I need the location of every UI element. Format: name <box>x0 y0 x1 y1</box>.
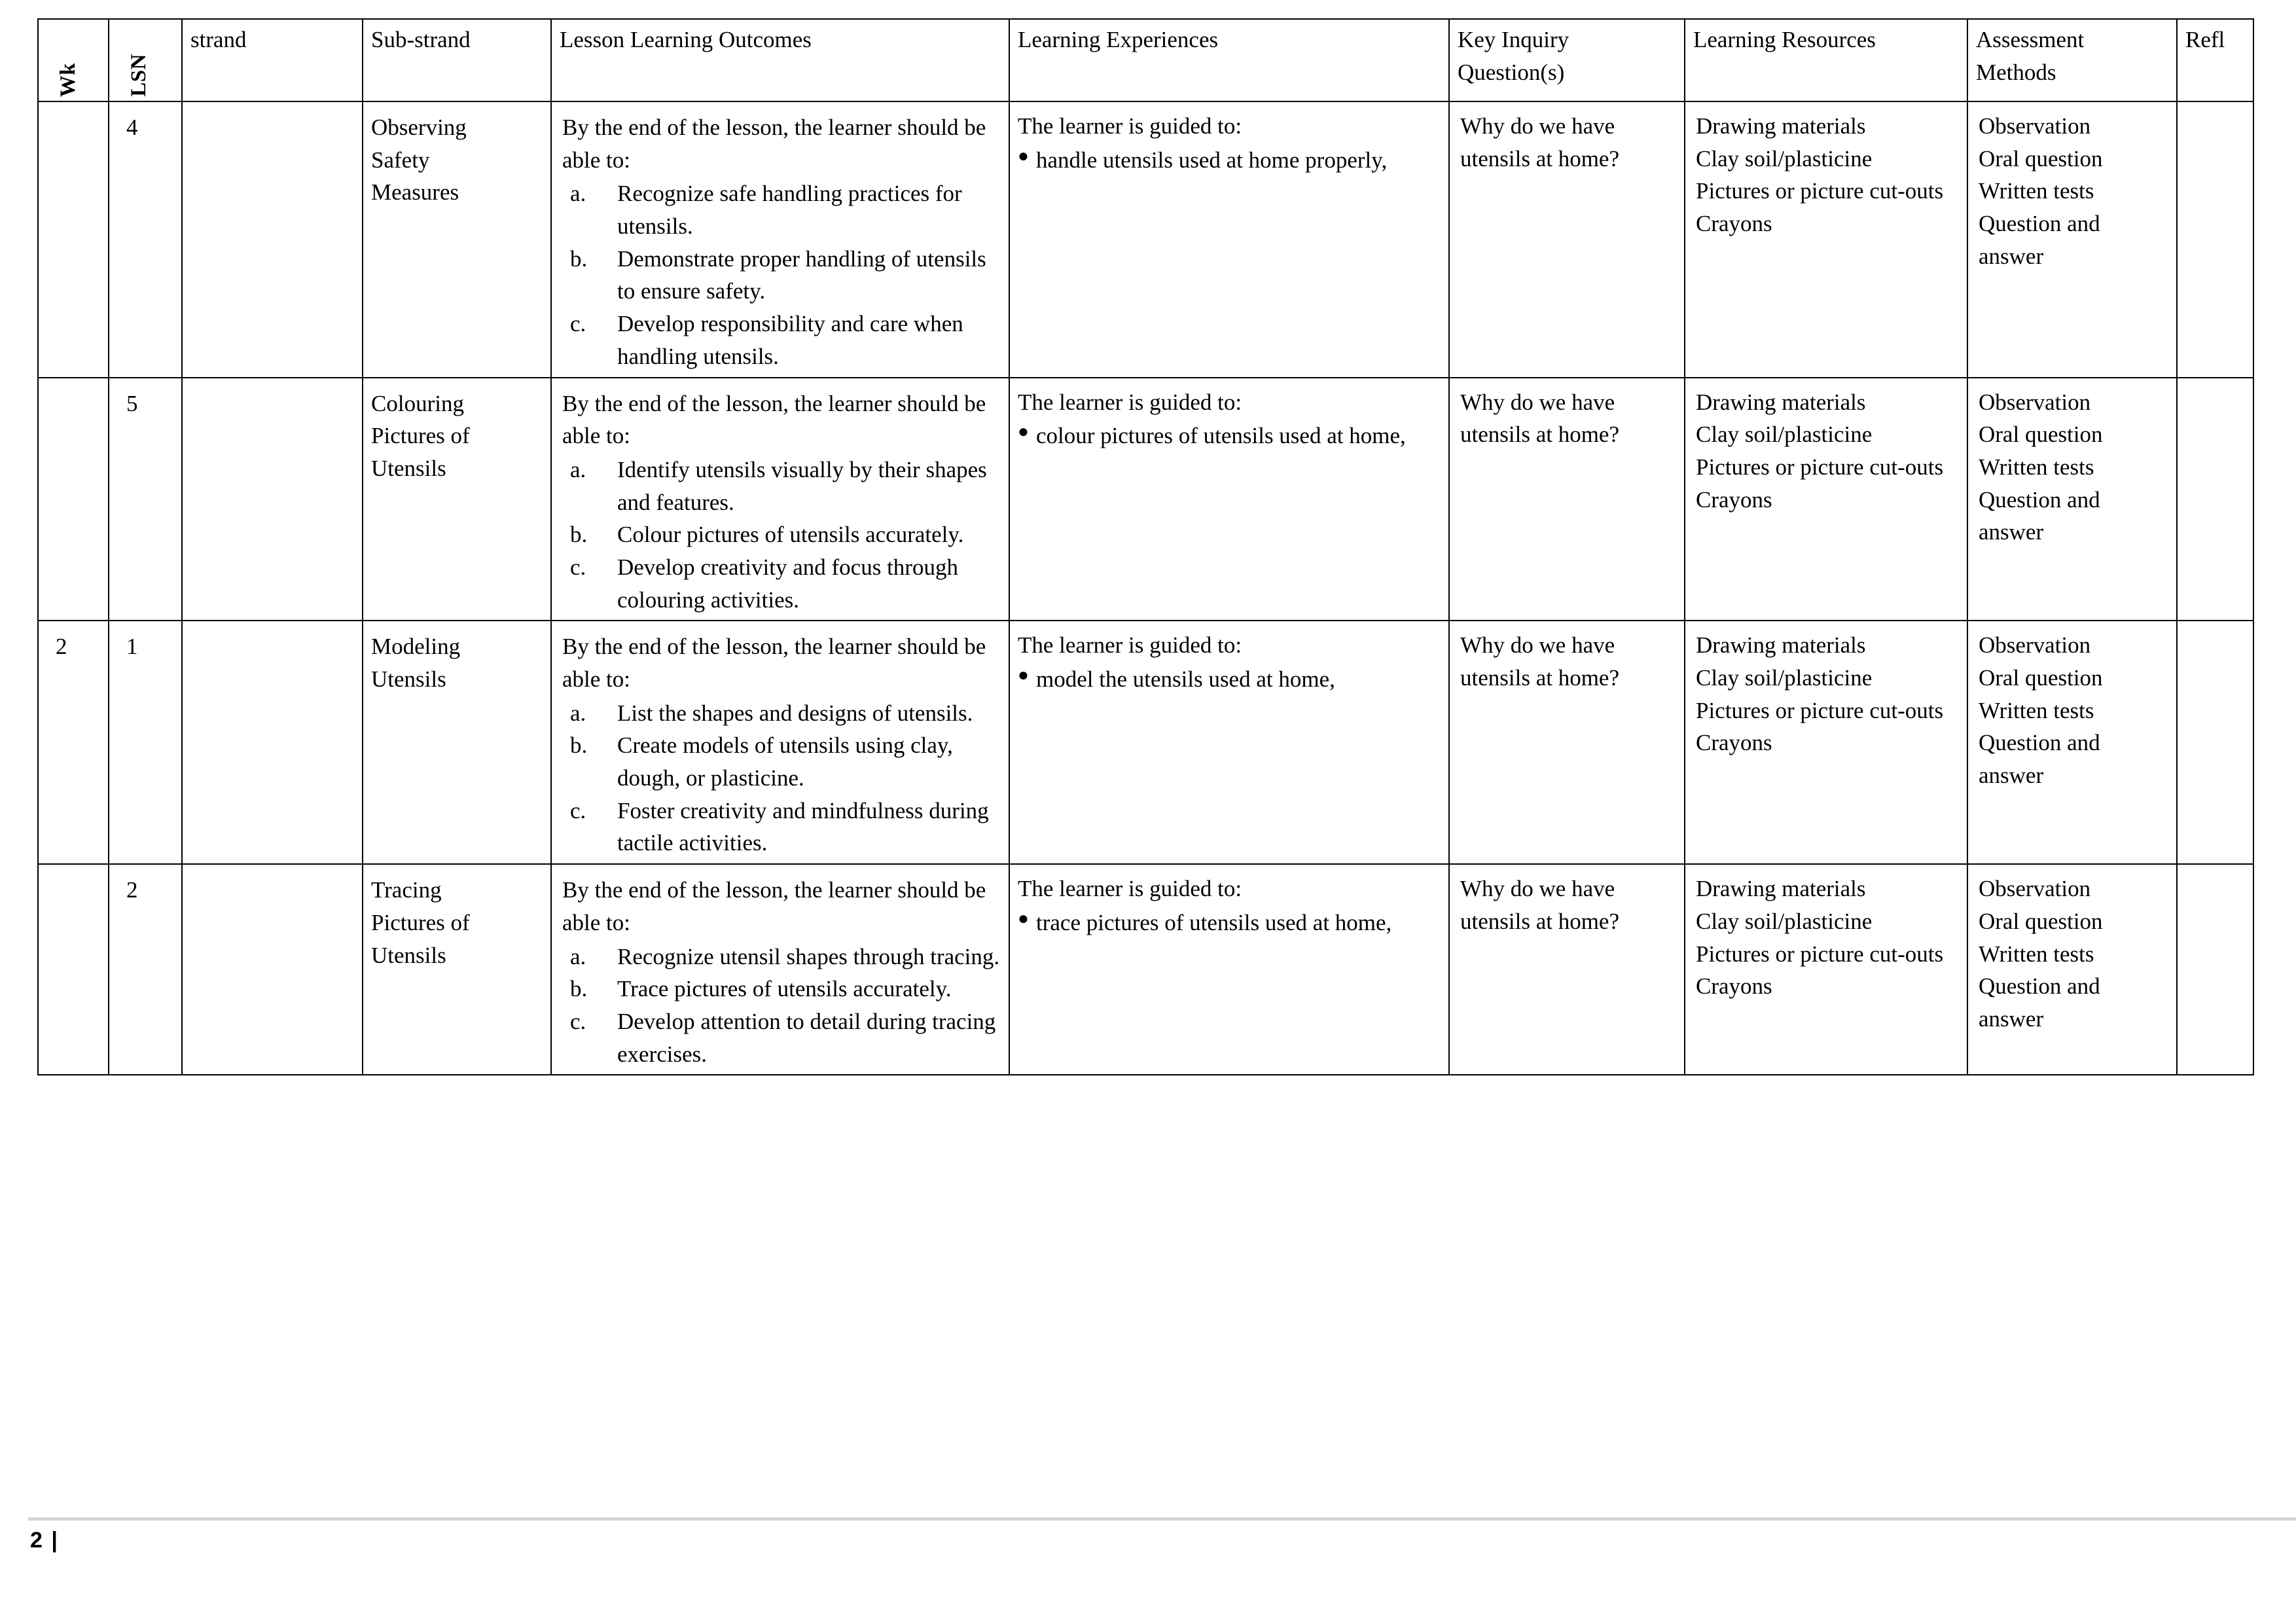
llo-item-text: Develop creativity and focus through colouring activities. <box>617 554 958 613</box>
assessment-method-line: Question and answer <box>1979 730 2100 789</box>
cell-assessment-methods <box>1967 378 2177 621</box>
llo-list-item <box>562 177 1002 242</box>
table-header <box>38 19 2253 101</box>
cell-learning-resources <box>1685 621 1967 864</box>
learning-experience-text: handle utensils used at home properly, <box>1036 147 1388 173</box>
sub-strand-line: Utensils <box>371 942 446 968</box>
learning-experience-intro-text: The learner is guided to: <box>1018 113 1242 139</box>
llo-item-text: Recognize safe handling practices for utensils. <box>617 181 962 240</box>
learning-resource-line: Clay soil/plasticine <box>1696 665 1873 691</box>
cell-reflection <box>2177 621 2253 864</box>
llo-item-text: Foster creativity and mindfulness during tactile activities. <box>617 797 989 856</box>
bullet-icon: ● <box>1018 665 1029 685</box>
cell-assessment-methods <box>1967 621 2177 864</box>
learning-resource-line: Clay soil/plasticine <box>1696 908 1873 934</box>
llo-item-marker: a. <box>570 456 586 482</box>
learning-experience-text: model the utensils used at home, <box>1036 666 1335 692</box>
column-header-key-inquiry-questions <box>1449 19 1685 101</box>
assessment-methods-header-line-2: Methods <box>1976 59 2056 85</box>
learning-resource-line: Drawing materials <box>1696 389 1866 415</box>
llo-list-item <box>562 1005 1002 1070</box>
assessment-method-line: Observation <box>1979 876 2091 902</box>
assessment-method-line: Question and answer <box>1979 486 2100 545</box>
cell-assessment-methods <box>1967 101 2177 378</box>
llo-item-text: Recognize utensil shapes through tracing. <box>617 943 1000 969</box>
sub-strand-line: Observing <box>371 115 467 140</box>
cell-key-inquiry-question: Why do we have utensils at home? <box>1449 101 1685 378</box>
column-header-wk <box>38 19 109 101</box>
learning-resource-line: Pictures or picture cut-outs <box>1696 454 1944 480</box>
llo-item-marker: b. <box>570 732 588 759</box>
llo-item-text: Colour pictures of utensils accurately. <box>617 522 964 548</box>
cell-strand <box>182 101 363 378</box>
assessment-method-line: Observation <box>1979 113 2091 139</box>
cell-sub-strand <box>363 378 551 621</box>
sub-strand-line: Pictures of <box>371 423 470 449</box>
cell-key-inquiry-question: Why do we have utensils at home? <box>1449 864 1685 1075</box>
llo-item-marker: b. <box>570 245 588 272</box>
bullet-icon: ● <box>1018 145 1029 166</box>
llo-list-item <box>562 308 1002 372</box>
table-row <box>38 101 2253 378</box>
cell-week <box>38 101 109 378</box>
table-row <box>38 621 2253 864</box>
key-inquiry-header-line-2: Question(s) <box>1458 59 1565 85</box>
llo-item-marker: c. <box>570 311 586 337</box>
bullet-icon: ● <box>1018 422 1029 442</box>
column-header-learning-experiences: Learning Experiences <box>1009 19 1449 101</box>
learning-resource-line: Crayons <box>1696 486 1772 513</box>
learning-resource-line: Pictures or picture cut-outs <box>1696 697 1944 723</box>
learning-experience-text: trace pictures of utensils used at home, <box>1036 909 1392 935</box>
learning-experience-intro-text: The learner is guided to: <box>1018 876 1242 902</box>
cell-learning-resources <box>1685 378 1967 621</box>
llo-list-item <box>562 941 1002 973</box>
learning-resource-line: Drawing materials <box>1696 113 1866 139</box>
learning-experience-list <box>1018 663 1442 696</box>
column-header-lesson-learning-outcomes: Lesson Learning Outcomes <box>551 19 1009 101</box>
assessment-method-line: Written tests <box>1979 941 2094 967</box>
assessment-method-line: Oral question <box>1979 422 2103 448</box>
sub-strand-line: Utensils <box>371 455 446 481</box>
cell-strand <box>182 864 363 1075</box>
cell-key-inquiry-question: Why do we have utensils at home? <box>1449 621 1685 864</box>
llo-item-text: Trace pictures of utensils accurately. <box>617 976 952 1002</box>
learning-experience-item <box>1018 907 1442 939</box>
cell-week <box>38 378 109 621</box>
assessment-method-line: Observation <box>1979 632 2091 659</box>
learning-resource-line: Crayons <box>1696 730 1772 756</box>
cell-lesson-learning-outcomes <box>551 378 1009 621</box>
table-body <box>38 101 2253 1075</box>
cell-reflection <box>2177 378 2253 621</box>
column-header-refl: Refl <box>2177 19 2253 101</box>
llo-intro-text: By the end of the lesson, the learner should be able to: <box>562 115 986 173</box>
column-header-learning-resources: Learning Resources <box>1685 19 1967 101</box>
llo-item-marker: c. <box>570 554 586 580</box>
llo-intro-text: By the end of the lesson, the learner should be able to: <box>562 634 986 692</box>
assessment-method-line: Question and answer <box>1979 973 2100 1032</box>
sub-strand-line: Modeling <box>371 634 461 660</box>
cell-lesson: 2 <box>109 864 182 1075</box>
learning-resource-line: Pictures or picture cut-outs <box>1696 941 1944 967</box>
llo-list <box>562 454 1002 616</box>
learning-experience-list <box>1018 420 1442 452</box>
sub-strand-line: Safety <box>371 147 430 173</box>
cell-learning-experiences <box>1009 864 1449 1075</box>
cell-key-inquiry-question: Why do we have utensils at home? <box>1449 378 1685 621</box>
column-header-assessment-methods <box>1967 19 2177 101</box>
cell-reflection <box>2177 101 2253 378</box>
assessment-method-line: Written tests <box>1979 697 2094 723</box>
llo-item-marker: b. <box>570 522 588 548</box>
assessment-method-line: Question and answer <box>1979 211 2100 269</box>
table-row <box>38 378 2253 621</box>
cell-learning-experiences <box>1009 101 1449 378</box>
sub-strand-line: Utensils <box>371 666 446 692</box>
cell-week <box>38 864 109 1075</box>
column-header-strand: strand <box>182 19 363 101</box>
column-header-sub-strand: Sub-strand <box>363 19 551 101</box>
llo-intro-text: By the end of the lesson, the learner should be able to: <box>562 877 986 935</box>
llo-list-item <box>562 729 1002 794</box>
learning-resource-line: Drawing materials <box>1696 876 1866 902</box>
learning-experience-intro-text: The learner is guided to: <box>1018 632 1242 659</box>
llo-item-marker: c. <box>570 797 586 823</box>
llo-item-marker: a. <box>570 943 586 969</box>
table-header-row <box>38 19 2253 101</box>
cell-learning-resources <box>1685 864 1967 1075</box>
sub-strand-line: Colouring <box>371 390 464 416</box>
llo-item-text: Develop attention to detail during tracing exercises. <box>617 1008 996 1067</box>
learning-experience-list <box>1018 144 1442 177</box>
llo-list <box>562 697 1002 859</box>
llo-item-marker: a. <box>570 181 586 207</box>
llo-item-text: Identify utensils visually by their shapes and features. <box>617 456 987 515</box>
footer-divider <box>28 1517 2296 1521</box>
llo-list-item <box>562 454 1002 518</box>
llo-list-item <box>562 518 1002 551</box>
column-header-lsn <box>109 19 182 101</box>
cell-learning-experiences <box>1009 621 1449 864</box>
learning-experience-intro-text: The learner is guided to: <box>1018 389 1242 415</box>
llo-item-marker: b. <box>570 976 588 1002</box>
learning-resource-line: Pictures or picture cut-outs <box>1696 178 1944 204</box>
llo-item-marker: c. <box>570 1008 586 1034</box>
learning-resource-line: Crayons <box>1696 973 1772 1000</box>
learning-experience-list <box>1018 907 1442 939</box>
cell-learning-resources <box>1685 101 1967 378</box>
cell-strand <box>182 621 363 864</box>
llo-item-text: Create models of utensils using clay, dough, or plasticine. <box>617 732 953 791</box>
key-inquiry-header-line-1: Key Inquiry <box>1458 27 1570 52</box>
assessment-method-line: Oral question <box>1979 145 2103 171</box>
llo-list <box>562 941 1002 1071</box>
page-number-footer: 2 | <box>30 1528 59 1553</box>
cell-lesson: 4 <box>109 101 182 378</box>
cell-sub-strand <box>363 101 551 378</box>
sub-strand-line: Pictures of <box>371 909 470 935</box>
llo-list-item <box>562 973 1002 1005</box>
learning-resource-line: Clay soil/plasticine <box>1696 422 1873 448</box>
cell-lesson-learning-outcomes <box>551 101 1009 378</box>
learning-resource-line: Clay soil/plasticine <box>1696 145 1873 171</box>
learning-experience-text: colour pictures of utensils used at home, <box>1036 423 1406 449</box>
cell-sub-strand <box>363 864 551 1075</box>
llo-item-text: Demonstrate proper handling of utensils to ensure safety. <box>617 245 986 304</box>
learning-experience-item <box>1018 420 1442 452</box>
cell-strand <box>182 378 363 621</box>
llo-list-item <box>562 697 1002 730</box>
llo-item-text: List the shapes and designs of utensils. <box>617 700 973 726</box>
assessment-method-line: Written tests <box>1979 454 2094 480</box>
learning-resource-line: Drawing materials <box>1696 632 1866 659</box>
llo-item-text: Develop responsibility and care when handling utensils. <box>617 311 963 369</box>
llo-list-item <box>562 551 1002 616</box>
cell-lesson: 1 <box>109 621 182 864</box>
cell-reflection <box>2177 864 2253 1075</box>
cell-sub-strand <box>363 621 551 864</box>
learning-experience-item <box>1018 144 1442 177</box>
sub-strand-line: Tracing <box>371 877 442 903</box>
llo-list <box>562 177 1002 372</box>
cell-week: 2 <box>38 621 109 864</box>
llo-intro-text: By the end of the lesson, the learner should be able to: <box>562 390 986 449</box>
cell-learning-experiences <box>1009 378 1449 621</box>
table-row <box>38 864 2253 1075</box>
assessment-method-line: Oral question <box>1979 665 2103 691</box>
assessment-method-line: Oral question <box>1979 908 2103 934</box>
bullet-icon: ● <box>1018 908 1029 929</box>
cell-assessment-methods <box>1967 864 2177 1075</box>
llo-list-item <box>562 243 1002 308</box>
cell-lesson: 5 <box>109 378 182 621</box>
assessment-methods-header-line-1: Assessment <box>1976 27 2085 52</box>
llo-list-item <box>562 795 1002 859</box>
scheme-of-work-table <box>37 18 2254 1075</box>
assessment-method-line: Observation <box>1979 389 2091 415</box>
llo-item-marker: a. <box>570 700 586 726</box>
learning-experience-item <box>1018 663 1442 696</box>
assessment-method-line: Written tests <box>1979 178 2094 204</box>
sub-strand-line: Measures <box>371 179 459 206</box>
cell-lesson-learning-outcomes <box>551 621 1009 864</box>
learning-resource-line: Crayons <box>1696 211 1772 237</box>
column-header-lsn-label: LSN <box>127 54 151 97</box>
cell-lesson-learning-outcomes <box>551 864 1009 1075</box>
column-header-wk-label: Wk <box>56 62 80 97</box>
